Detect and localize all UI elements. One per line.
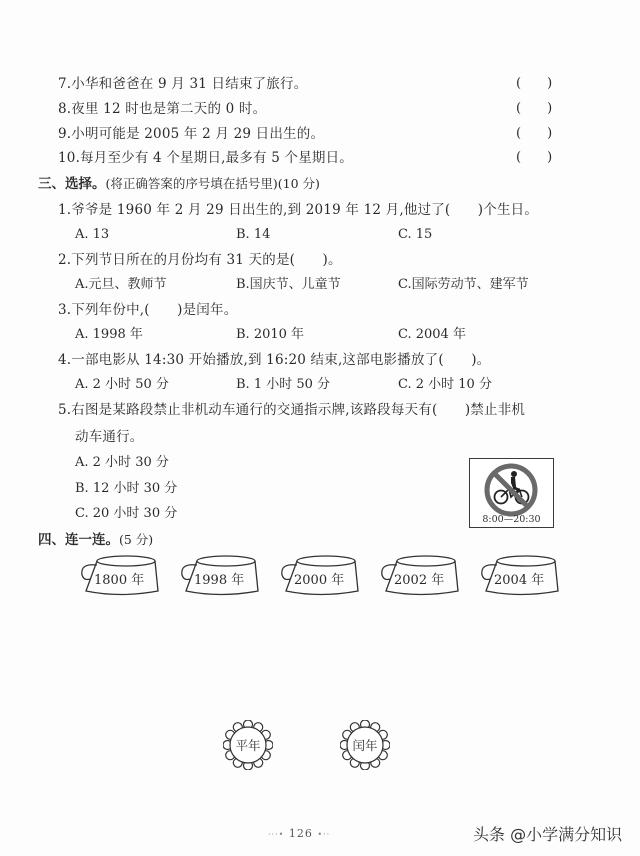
answer-blank-7[interactable]: ( ) [516,76,553,91]
question-1-option-c[interactable]: C. 15 [398,227,433,242]
page-number-dots-right: •·· [317,830,331,839]
question-1-stem: 1.爷爷是 1960 年 2 月 29 日出生的,到 2019 年 12 月,他过了( )个生日。 [58,202,539,218]
question-5-option-c[interactable]: C. 20 小时 30 分 [75,506,178,521]
question-2-stem: 2.下列节日所在的月份均有 31 天的是( )。 [58,252,342,268]
question-5-option-b[interactable]: B. 12 小时 30 分 [75,481,178,496]
question-2-option-a[interactable]: A.元旦、教师节 [75,277,167,292]
section4-note: (5 分) [119,532,154,547]
answer-blank-9[interactable]: ( ) [516,126,553,141]
flower-leap-year[interactable] [340,720,390,770]
question-4-option-b[interactable]: B. 1 小时 50 分 [236,377,331,392]
watermark: 头条 @小学满分知识 [473,825,623,844]
section3-note: (将正确答案的序号填在括号里)(10 分) [105,176,320,191]
question-2-option-c[interactable]: C.国际劳动节、建军节 [398,277,529,292]
page-number-value: 126 [288,827,313,840]
pot-label: 2002 年 [394,573,445,588]
pot-2002[interactable] [372,553,468,599]
page-number-dots-left: ···• [268,830,285,839]
section3-heading [38,175,320,193]
question-1-option-b[interactable]: B. 14 [236,227,271,242]
question-3-stem: 3.下列年份中,( )是闰年。 [58,302,238,318]
section4-title: 四、连一连。 [38,532,119,548]
page-number [268,827,330,840]
pot-label: 1800 年 [94,573,145,588]
question-3-option-c[interactable]: C. 2004 年 [398,327,466,342]
pot-label: 2000 年 [294,573,345,588]
question-4-stem: 4.一部电影从 14:30 开始播放,到 16:20 结束,这部电影播放了( )。 [58,352,491,368]
question-5-option-a[interactable]: A. 2 小时 30 分 [75,455,169,470]
question-5-stem: 5.右图是某路段禁止非机动车通行的交通指示牌,该路段每天有( )禁止非机 [58,402,526,418]
section4-heading [38,531,153,549]
pot-label: 1998 年 [194,573,245,588]
flower-label: 平年 [235,738,261,753]
question-4-option-a[interactable]: A. 2 小时 50 分 [75,377,169,392]
answer-blank-10[interactable]: ( ) [516,150,553,165]
flower-common-year[interactable] [223,720,273,770]
judgement-item-7: 7.小华和爸爸在 9 月 31 日结束了旅行。 [58,76,308,92]
question-4-option-c[interactable]: C. 2 小时 10 分 [398,377,492,392]
judgement-item-10: 10.每月至少有 4 个星期日,最多有 5 个星期日。 [58,150,354,166]
sign-time-range: 8:00—20:30 [482,514,541,525]
pot-label: 2004 年 [494,573,545,588]
judgement-item-8: 8.夜里 12 时也是第二天的 0 时。 [58,101,267,117]
pot-1800[interactable] [72,553,168,599]
pot-2004[interactable] [472,553,568,599]
question-3-option-b[interactable]: B. 2010 年 [236,327,305,342]
flower-label: 闰年 [352,738,378,753]
section3-title: 三、选择。 [38,176,106,192]
question-1-option-a[interactable]: A. 13 [75,227,110,242]
question-5-stem-continued: 动车通行。 [75,429,144,445]
no-bicycles-traffic-sign [469,458,554,528]
question-3-option-a[interactable]: A. 1998 年 [75,327,143,342]
answer-blank-8[interactable]: ( ) [516,101,553,116]
pot-1998[interactable] [172,553,268,599]
judgement-item-9: 9.小明可能是 2005 年 2 月 29 日出生的。 [58,126,325,142]
question-2-option-b[interactable]: B.国庆节、儿童节 [236,277,341,292]
pot-2000[interactable] [272,553,368,599]
no-bicycles-sign-icon [481,463,541,517]
